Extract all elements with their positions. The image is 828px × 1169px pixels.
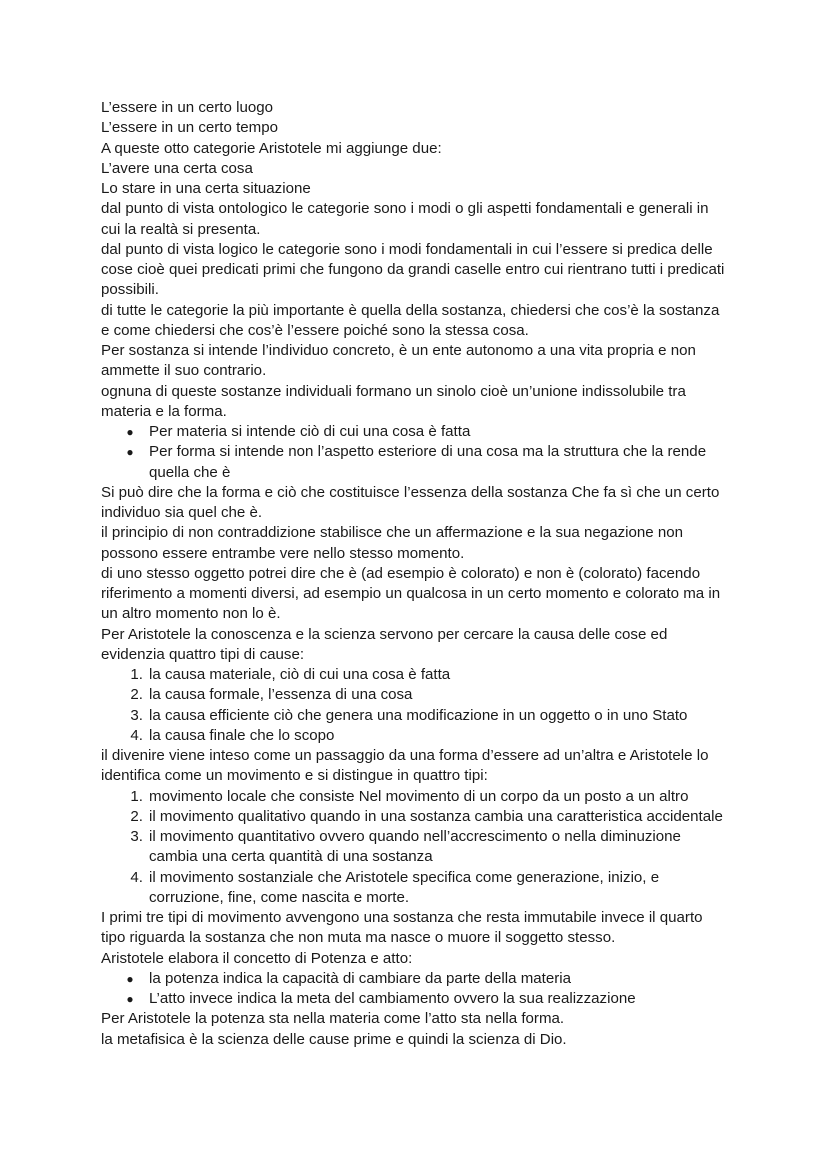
list-item-text: la causa formale, l’essenza di una cosa	[149, 686, 413, 704]
paragraph: I primi tre tipi di movimento avvengono una sostanza che resta immutabile invece il quarto tipo riguarda la sostanza che non muta ma nasce o muore il soggetto stesso.	[101, 909, 703, 947]
list-item-text: Per materia si intende ciò di cui una cosa è fatta	[149, 423, 471, 440]
list-number: 2.	[130, 807, 143, 825]
list-item	[101, 807, 731, 827]
list-item-text: Per forma si intende non l’aspetto esteriore di una cosa ma la struttura che la rende quella che è	[149, 443, 707, 481]
bullet-icon: ●	[126, 445, 134, 460]
list-item-text: il movimento qualitativo quando in una sostanza cambia una caratteristica accidentale	[149, 807, 723, 825]
list-item	[101, 685, 731, 705]
paragraph: Per Aristotele la conoscenza e la scienza servono per cercare la causa delle cose ed evidenzia quattro tipi di cause:	[101, 625, 668, 663]
paragraph: Aristotele elabora il concetto di Potenza e atto:	[101, 949, 413, 967]
paragraph: dal punto di vista ontologico le categorie sono i modi o gli aspetti fondamentali e generali in cui la realtà si presenta.	[101, 200, 709, 238]
list-item	[101, 969, 731, 989]
list-number: 4.	[130, 868, 143, 886]
paragraph: il divenire viene inteso come un passaggio da una forma d’essere ad un’altra e Aristotele lo identifica come un movimento e si distingue in quattro tipi:	[101, 747, 709, 785]
list-item	[101, 665, 731, 685]
list-item-text: movimento locale che consiste Nel movimento di un corpo da un posto a un altro	[149, 787, 689, 805]
list-number: 3.	[130, 828, 143, 845]
list-number: 1.	[130, 787, 143, 805]
bullet-icon: ●	[126, 425, 134, 439]
document-body	[101, 98, 731, 1050]
list-item-text: il movimento sostanziale che Aristotele specifica come generazione, inizio, e corruzione, fine, come nascita e morte.	[149, 868, 660, 906]
list-item-text: il movimento quantitativo ovvero quando nell’accrescimento o nella diminuzione cambia una certa quantità di una sostanza	[149, 828, 681, 866]
list-item	[101, 989, 731, 1009]
list-item	[101, 706, 731, 726]
list-item-text: la causa materiale, ciò di cui una cosa è fatta	[149, 666, 451, 683]
paragraph: ognuna di queste sostanze individuali formano un sinolo cioè un’unione indissolubile tra materia e la forma.	[101, 382, 686, 420]
paragraph: L’essere in un certo luogo	[101, 99, 274, 116]
list-number: 3.	[130, 706, 143, 724]
paragraph: A queste otto categorie Aristotele mi aggiunge due:	[101, 139, 442, 157]
list-item-text: la causa finale che lo scopo	[149, 726, 335, 744]
bullet-icon: ●	[126, 971, 134, 986]
list-item	[101, 827, 731, 868]
list-number: 4.	[130, 726, 143, 744]
paragraph: Si può dire che la forma e ciò che costituisce l’essenza della sostanza Che fa sì che un certo individuo sia quel che è.	[101, 483, 720, 521]
list-item	[101, 442, 731, 483]
paragraph: di uno stesso oggetto potrei dire che è (ad esempio è colorato) e non è (colorato) facendo riferimento a momenti diversi, ad esempio un qualcosa in un certo momento e colorato ma in un altro momento non lo è.	[101, 564, 721, 623]
list-number: 2.	[130, 686, 143, 704]
list-item	[101, 422, 731, 442]
paragraph: Per Aristotele la potenza sta nella materia come l’atto sta nella forma.	[101, 1010, 565, 1028]
paragraph: la metafisica è la scienza delle cause prime e quindi la scienza di Dio.	[101, 1030, 567, 1048]
paragraph: L’essere in un certo tempo	[101, 119, 279, 137]
list-item-text: L’atto invece indica la meta del cambiamento ovvero la sua realizzazione	[149, 990, 636, 1007]
bullet-icon: ●	[126, 992, 134, 1006]
list-item	[101, 787, 731, 807]
numbered-list	[101, 665, 731, 746]
list-item-text: la causa efficiente ciò che genera una modificazione in un oggetto o in uno Stato	[149, 706, 688, 724]
numbered-list	[101, 787, 731, 909]
paragraph: il principio di non contraddizione stabilisce che un affermazione e la sua negazione non possono essere entrambe vere nello stesso momento.	[101, 524, 684, 562]
list-number: 1.	[130, 666, 143, 683]
bullet-list	[101, 969, 731, 1010]
list-item	[101, 726, 731, 746]
paragraph: di tutte le categorie la più importante è quella della sostanza, chiedersi che cos’è la sostanza e come chiedersi che cos’è l’essere poiché sono la stessa cosa.	[101, 301, 720, 339]
list-item	[101, 868, 731, 909]
paragraph: Per sostanza si intende l’individuo concreto, è un ente autonomo a una vita propria e non ammette il suo contrario.	[101, 342, 696, 380]
bullet-list	[101, 422, 731, 483]
paragraph: L’avere una certa cosa	[101, 159, 253, 177]
list-item-text: la potenza indica la capacità di cambiare da parte della materia	[149, 969, 572, 987]
paragraph: Lo stare in una certa situazione	[101, 180, 311, 197]
paragraph: dal punto di vista logico le categorie sono i modi fondamentali in cui l’essere si predica delle cose cioè quei predicati primi che fungono da grandi caselle entro cui rientrano tutti i predicati possibili.	[101, 240, 725, 299]
